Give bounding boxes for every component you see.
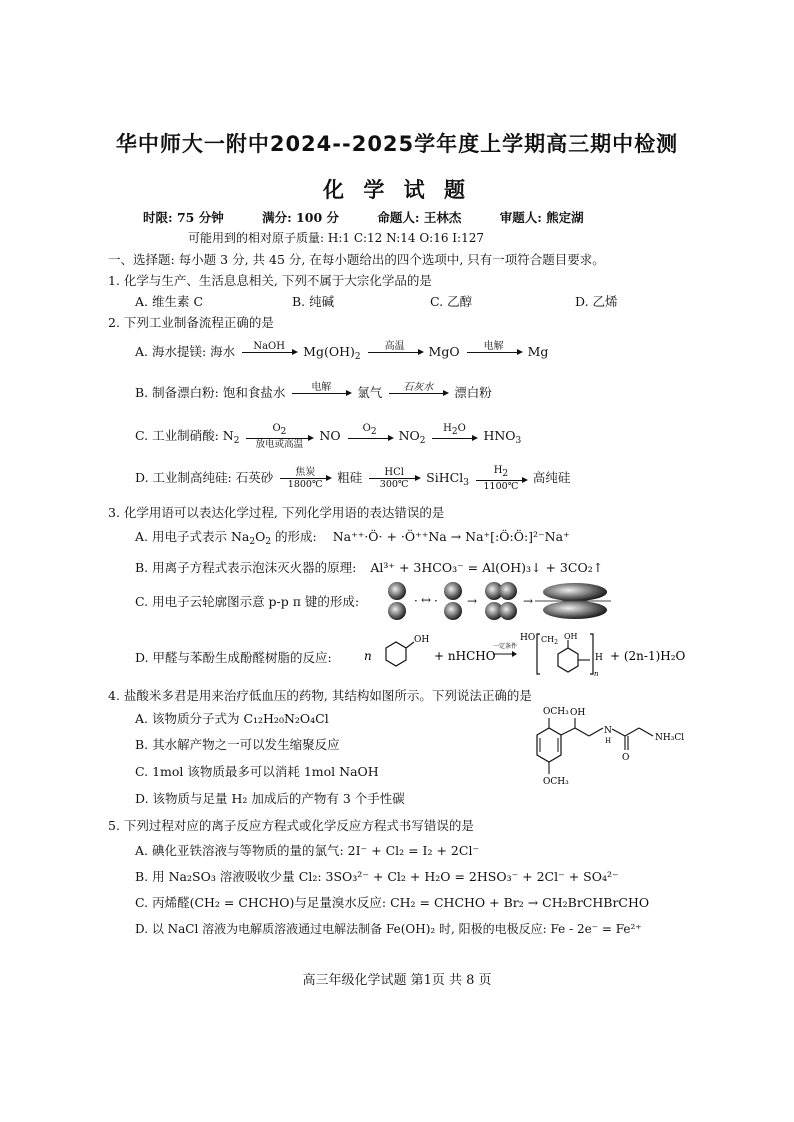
svg-text:·: · bbox=[414, 594, 418, 608]
q3b-label: B. 用离子方程式表示泡沫灭火器的原理: bbox=[135, 560, 357, 575]
q4-stem: 4. 盐酸米多君是用来治疗低血压的药物, 其结构如图所示。下列说法正确的是 bbox=[108, 688, 532, 703]
q5-stem: 5. 下列过程对应的离子反应方程式或化学反应方程式书写错误的是 bbox=[108, 818, 474, 833]
subscript: 2 bbox=[502, 469, 509, 479]
oh-group: OH bbox=[414, 635, 430, 645]
pi-bond-cloud bbox=[535, 583, 611, 619]
polymer-n: n bbox=[594, 670, 599, 678]
subscript: 3 bbox=[515, 436, 522, 446]
arrow bbox=[476, 465, 526, 492]
arrow bbox=[467, 341, 521, 364]
arrow bbox=[292, 382, 350, 405]
arrow bbox=[242, 341, 296, 364]
arrow-condition: HCl bbox=[384, 467, 404, 478]
product: NO bbox=[398, 428, 420, 443]
coefficient-n: n bbox=[364, 649, 372, 663]
q2d-label: D. 工业制高纯硅: 石英砂 bbox=[135, 470, 274, 485]
svg-text:→: → bbox=[523, 594, 534, 608]
pp-pi-bond-diagram bbox=[383, 580, 611, 622]
arrow bbox=[246, 423, 312, 450]
arrow-condition: 电解 bbox=[483, 341, 504, 352]
reagent: + nHCHO bbox=[434, 649, 496, 663]
subscript: 2 bbox=[280, 427, 287, 437]
q1-option-d: D. 乙烯 bbox=[575, 294, 618, 309]
q2-option-a bbox=[135, 341, 548, 365]
arrow-condition-bottom: 1800℃ bbox=[287, 479, 323, 490]
q4-option-b: B. 其水解产物之一可以发生缩聚反应 bbox=[135, 737, 340, 752]
arrow-condition: 电解 bbox=[311, 382, 332, 393]
q3a-label-end: 的形成: bbox=[271, 529, 317, 544]
subscript: 2 bbox=[233, 436, 240, 446]
q2b-label: B. 制备漂白粉: 饱和食盐水 bbox=[135, 385, 286, 400]
p-orbital-left bbox=[388, 582, 406, 620]
time-limit: 时限: 75 分钟 bbox=[143, 210, 224, 225]
midodrine-structure bbox=[515, 700, 715, 812]
q3a-label: A. 用电子式表示 Na bbox=[135, 529, 250, 544]
product: MgO bbox=[428, 344, 460, 359]
q5-option-c: C. 丙烯醛(CH₂ = CHCHO)与足量溴水反应: CH₂ = CHCHO + Br₂ → CH₂BrCHBrCHO bbox=[135, 895, 650, 910]
ho-group: HO bbox=[520, 633, 536, 643]
arrow bbox=[368, 341, 422, 364]
q1-option-a: A. 维生素 C bbox=[135, 294, 204, 309]
product: NO bbox=[319, 428, 341, 443]
phenol-resin-reaction bbox=[362, 628, 697, 680]
arrow-condition: O bbox=[457, 423, 466, 434]
amide-h: H bbox=[605, 737, 612, 745]
arrow bbox=[369, 467, 419, 490]
arrow bbox=[280, 467, 330, 490]
ionic-equation: Al³⁺ + 3HCO₃⁻ = Al(OH)₃↓ + 3CO₂↑ bbox=[370, 560, 604, 575]
q3-option-c: C. 用电子云轮廓图示意 p-p π 键的形成: bbox=[135, 594, 360, 609]
svg-text:·: · bbox=[434, 594, 438, 608]
q3-option-b bbox=[135, 560, 603, 576]
page-subtitle: 化 学 试 题 bbox=[323, 178, 471, 202]
och3-top: OCH₃ bbox=[543, 707, 569, 717]
arrow bbox=[389, 382, 447, 405]
ammonium-chloride: NH₃Cl bbox=[655, 733, 685, 743]
arrow bbox=[432, 423, 476, 450]
product: HNO bbox=[483, 428, 516, 443]
q4-option-d: D. 该物质与足量 H₂ 加成后的产物有 3 个手性碳 bbox=[135, 791, 405, 806]
subscript: 3 bbox=[463, 478, 469, 488]
arrow-condition: H bbox=[443, 423, 452, 434]
product: 漂白粉 bbox=[454, 385, 492, 400]
product: 氯气 bbox=[357, 385, 383, 400]
reviewer: 审题人: 熊定湖 bbox=[499, 210, 584, 225]
och3-bottom: OCH₃ bbox=[543, 777, 569, 787]
hydroxyl: OH bbox=[570, 708, 586, 718]
p-orbitals-overlap bbox=[485, 582, 517, 620]
q4-option-c: C. 1mol 该物质最多可以消耗 1mol NaOH bbox=[135, 764, 379, 779]
section-heading: 一、选择题: 每小题 3 分, 共 45 分, 在每小题给出的四个选项中, 只有一项符合题目要求。 bbox=[108, 252, 605, 267]
q2-option-d bbox=[135, 465, 570, 492]
arrow-condition-bottom: 1100℃ bbox=[483, 481, 519, 492]
ch2-group: $CH_2$ bbox=[541, 635, 558, 646]
subscript: 2 bbox=[451, 427, 458, 437]
product: 高纯硅 bbox=[532, 470, 571, 485]
q3-option-d: D. 甲醛与苯酚生成酚醛树脂的反应: bbox=[135, 650, 332, 665]
arrow-condition: H bbox=[493, 465, 503, 476]
q1-option-c: C. 乙醇 bbox=[430, 294, 473, 309]
subscript: 2 bbox=[265, 537, 272, 547]
arrow-condition: 焦炭 bbox=[295, 467, 316, 478]
arrow-condition-bottom: 300℃ bbox=[379, 479, 409, 490]
q1-stem: 1. 化学与生产、生活息息相关, 下列不属于大宗化学品的是 bbox=[108, 273, 432, 288]
subscript: 2 bbox=[354, 352, 361, 362]
full-score: 满分: 100 分 bbox=[262, 210, 339, 225]
page-footer: 高三年级化学试题 第1页 共 8 页 bbox=[302, 973, 492, 988]
arrow bbox=[348, 423, 392, 450]
subscript: 2 bbox=[370, 427, 377, 437]
author: 命题人: 王林杰 bbox=[377, 210, 462, 225]
carbonyl-o: O bbox=[622, 753, 630, 763]
h-end: H bbox=[595, 653, 603, 663]
q3a-label-mid: O bbox=[255, 529, 266, 544]
arrow-condition: 高温 bbox=[384, 341, 405, 352]
bracket-right bbox=[590, 634, 593, 674]
page-title: 华中师大一附中2024--2025学年度上学期高三期中检测 bbox=[115, 132, 679, 156]
product: SiHCl bbox=[426, 470, 464, 485]
q4-option-a: A. 该物质分子式为 C₁₂H₂₀N₂O₄Cl bbox=[135, 711, 329, 726]
p-orbital-right bbox=[444, 582, 462, 620]
product: Mg(OH) bbox=[303, 344, 355, 359]
benzene-ring bbox=[537, 728, 561, 762]
q1-option-b: B. 纯碱 bbox=[292, 294, 335, 309]
q5-option-b: B. 用 Na₂SO₃ 溶液吸收少量 Cl₂: 3SO₃²⁻ + Cl₂ + H₂O = 2HSO₃⁻ + 2Cl⁻ + SO₄²⁻ bbox=[135, 869, 619, 884]
svg-text:→: → bbox=[467, 594, 478, 608]
atomic-masses: 可能用到的相对原子质量: H:1 C:12 N:14 O:16 I:127 bbox=[188, 231, 484, 245]
arrow-condition-bottom: 放电或高温 bbox=[255, 439, 304, 450]
q2a-label: A. 海水提镁: 海水 bbox=[135, 344, 236, 359]
svg-text:↔: ↔ bbox=[421, 593, 432, 607]
product: Mg bbox=[527, 344, 549, 359]
q2c-label: C. 工业制硝酸: N bbox=[135, 428, 234, 443]
q2-option-b bbox=[135, 382, 492, 405]
arrow-condition: NaOH bbox=[253, 341, 285, 352]
benzene-ring bbox=[386, 642, 406, 666]
arrow-condition: O bbox=[272, 423, 281, 434]
byproduct: + (2n-1)H₂O bbox=[610, 649, 686, 663]
product: 粗硅 bbox=[337, 470, 363, 485]
bracket-left bbox=[537, 634, 540, 674]
q5-option-d: D. 以 NaCl 溶液为电解质溶液通过电解法制备 Fe(OH)₂ 时, 阳极的电极反应: Fe - 2e⁻ = Fe²⁺ bbox=[135, 922, 642, 936]
q5-option-a: A. 碘化亚铁溶液与等物质的量的氯气: 2I⁻ + Cl₂ = I₂ + 2Cl⁻ bbox=[135, 843, 480, 858]
exam-info bbox=[143, 208, 618, 226]
amide-n: N bbox=[604, 726, 612, 736]
q2-stem: 2. 下列工业制备流程正确的是 bbox=[108, 315, 274, 330]
arrow-condition: 石灰水 bbox=[403, 382, 434, 393]
arrow-condition: O bbox=[362, 423, 371, 434]
benzene-ring bbox=[558, 648, 578, 672]
q2-option-c bbox=[135, 423, 521, 450]
condition-text: 一定条件 bbox=[493, 643, 518, 650]
electron-formula: Na⁺⁺·Ö· + ·Ö⁺⁺Na → Na⁺[:Ö:Ö:]²⁻Na⁺ bbox=[332, 529, 570, 544]
q3-option-a bbox=[135, 529, 570, 550]
subscript: 2 bbox=[419, 436, 426, 446]
subscript: 2 bbox=[249, 537, 256, 547]
q3-stem: 3. 化学用语可以表达化学过程, 下列化学用语的表达错误的是 bbox=[108, 505, 445, 520]
oh-group: OH bbox=[564, 632, 578, 641]
